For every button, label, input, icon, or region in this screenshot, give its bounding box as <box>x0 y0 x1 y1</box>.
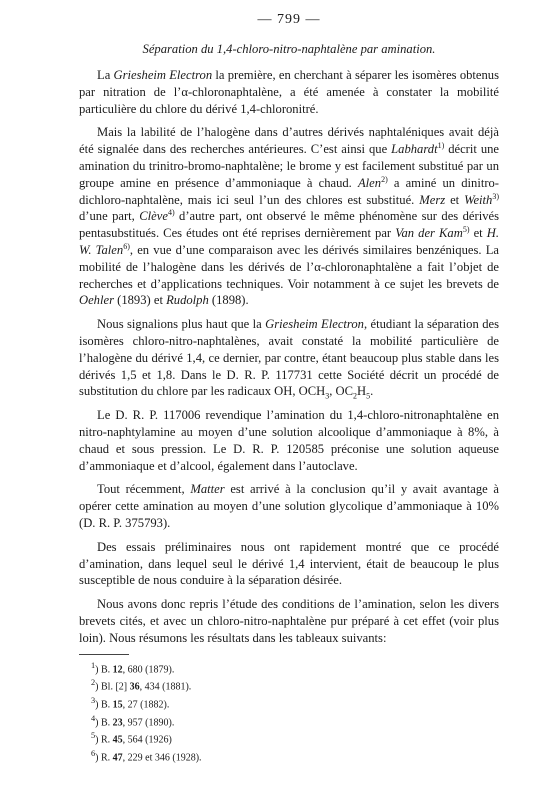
bold-text: 47 <box>112 752 123 764</box>
subscript: 3 <box>325 391 330 401</box>
superscript: ) <box>441 141 445 150</box>
italic-text: Griesheim Electron <box>265 317 364 332</box>
text-run: , 434 (1881). <box>139 681 192 693</box>
superscript: 1 <box>91 660 96 670</box>
text-run: , 27 (1882). <box>122 699 170 711</box>
italic-text: Rudolph <box>166 293 209 308</box>
text-run: Des essais préliminaires nous ont rapidement montré que ce procédé d’amination, dans lequel seul le dérivé 1,4 intervient, était de beaucoup le plus susceptible de nous conduire à la séparation désirée. <box>79 539 499 588</box>
text-run: , OC <box>329 384 354 399</box>
italic-text: Labhardt <box>391 142 438 157</box>
superscript: 3 <box>91 695 96 705</box>
text-run: et <box>445 192 465 207</box>
text-run: (1898). <box>208 293 249 308</box>
text-run: et <box>469 226 487 241</box>
superscript: 1 <box>437 141 442 150</box>
footnotes <box>79 659 499 765</box>
bold-text: 36 <box>129 681 140 693</box>
text-run: ) B. <box>95 699 113 711</box>
text-run: Mais la labilité de l’halogène dans d’autres dérivés naphtaléniques avait déjà été signalée dans des recherches antérieures. C’est ainsi que <box>79 125 499 157</box>
text-run: ) B. <box>95 717 113 729</box>
bold-text: 23 <box>112 717 123 729</box>
footnote <box>91 676 499 694</box>
text-run: , 680 (1879). <box>122 663 175 675</box>
subscript: 2 <box>353 391 358 401</box>
text-run: ) R. <box>95 734 113 746</box>
italic-text: H. W. Talen <box>79 226 499 257</box>
superscript: 2 <box>91 678 96 688</box>
text-run: d’autre part, ont observé le même phénomène sur des dérivés pentasubstitués. Ces études ont été reprises dernièrement par <box>79 209 499 241</box>
text-run: ) Bl. [2] <box>95 681 130 693</box>
text-run: la première, en cherchant à séparer les isomères obtenus par nitration de l’α-chloronaphtalène, a été amenée à constater la mobilité particulière du chlore du dérivé 1,4-chloronitré. <box>79 68 499 116</box>
text-run: , 564 (1926) <box>122 734 172 746</box>
paragraph <box>79 481 499 531</box>
text-run: ) B. <box>95 663 113 675</box>
footnote <box>91 659 499 677</box>
paragraph <box>79 67 499 117</box>
text-run: La <box>97 68 114 82</box>
superscript: 2 <box>381 174 386 184</box>
text-run: . <box>370 384 374 399</box>
text-run: Nous signalions plus haut que la <box>97 317 266 332</box>
text-run: Le D. R. P. 117006 revendique l’amination du 1,4-chloro-nitronaphtalène en nitro-naphtylamine au moyen d’une solution alcoolique d’ammoniaque à 8%, à chaud et sous pression. Le D. R. P. 120585 préconise une solution aqueuse d’ammoniaque et d’alcool, également dans l’autoclave. <box>79 408 499 473</box>
superscript: 4 <box>167 208 172 218</box>
superscript: ) <box>385 174 388 184</box>
text-run: , 229 et 346 (1928). <box>122 752 202 764</box>
superscript: ) <box>496 191 499 201</box>
italic-text: Van der Kam <box>395 226 463 241</box>
footnote <box>91 694 499 712</box>
paragraph <box>79 124 499 309</box>
text-run: est arrivé à la conclusion qu’il y avait avantage à opérer cette amination au moyen d’une solution glycolique d’ammoniaque à 10% (D. R. P. 375793). <box>79 482 499 530</box>
italic-text: Merz <box>419 192 446 207</box>
text-run: a aminé un dinitro-dichloro-naphtalène, mais ici seul l’un des chlores est substitué. <box>79 175 500 207</box>
subscript: 5 <box>366 391 371 401</box>
footnote <box>91 712 499 730</box>
page-number: — 799 — <box>257 12 321 27</box>
superscript: ) <box>127 241 130 251</box>
body-text <box>79 67 499 647</box>
superscript: ) <box>171 208 175 218</box>
text-run: d’une part, <box>79 209 140 224</box>
superscript: 3 <box>492 191 497 201</box>
bold-text: 45 <box>112 734 123 746</box>
italic-text: Oehler <box>79 293 114 308</box>
text-run: (1893) et <box>113 293 167 308</box>
text-run: , 957 (1890). <box>122 717 175 729</box>
text-run: ) R. <box>95 752 113 764</box>
paragraph <box>79 316 499 400</box>
text-run: Nous avons donc repris l’étude des conditions de l’amination, selon les divers brevets cités, et avec un chloro-nitro-naphtalène pur préparé à cet effet (voir plus loin). Nous résumons les résultats dans les tableaux suivants: <box>79 597 499 645</box>
text-run: Tout récemment, <box>97 482 191 497</box>
superscript: ) <box>466 224 470 234</box>
italic-text: Matter <box>190 482 225 497</box>
bold-text: 12 <box>112 663 123 675</box>
text-run: décrit une amination du trinitro-bromo-naphtalène; le brome y est facilement substitué par un groupe amine en présence d’ammoniaque à chaud. <box>79 142 500 190</box>
italic-text: Griesheim Electron <box>113 68 213 82</box>
footnote <box>91 747 499 765</box>
superscript: 5 <box>462 224 467 234</box>
text-run: H <box>357 384 367 399</box>
italic-text: Weith <box>464 192 493 207</box>
superscript: 6 <box>123 241 128 251</box>
page <box>79 12 499 765</box>
footnote-divider <box>79 654 129 655</box>
italic-text: Alen <box>357 175 382 190</box>
paragraph <box>79 407 499 474</box>
superscript: 4 <box>91 713 96 723</box>
text-run: , étudiant la séparation des isomères chloro-nitro-naphtalènes, avait constaté la mobilité particulière de l’halogène du dérivé 1,4, ce dernier, par contre, étant beaucoup plus stable dans les dérivés 1,5 et 1,8. Dans le D. R. P. 117731 cette Société décrit un procédé de substitution du chlore par les radicaux OH, OCH <box>79 317 499 399</box>
superscript: 5 <box>91 731 96 741</box>
paragraph <box>79 539 499 589</box>
italic-text: Clève <box>139 209 168 224</box>
superscript: 6 <box>91 749 96 759</box>
bold-text: 15 <box>112 699 123 711</box>
section-title: Séparation du 1,4-chloro-nitro-naphtalène par amination. <box>142 42 436 56</box>
footnote <box>91 729 499 747</box>
paragraph <box>79 596 499 646</box>
text-run: , en vue d’une comparaison avec les dérivés similaires benzéniques. La mobilité de l’halogène dans les dérivés de l’α-chloronaphtalène a fait l’objet de recherches et d’applications techniques. Voir notamment à ce sujet les brevets de <box>79 242 499 291</box>
